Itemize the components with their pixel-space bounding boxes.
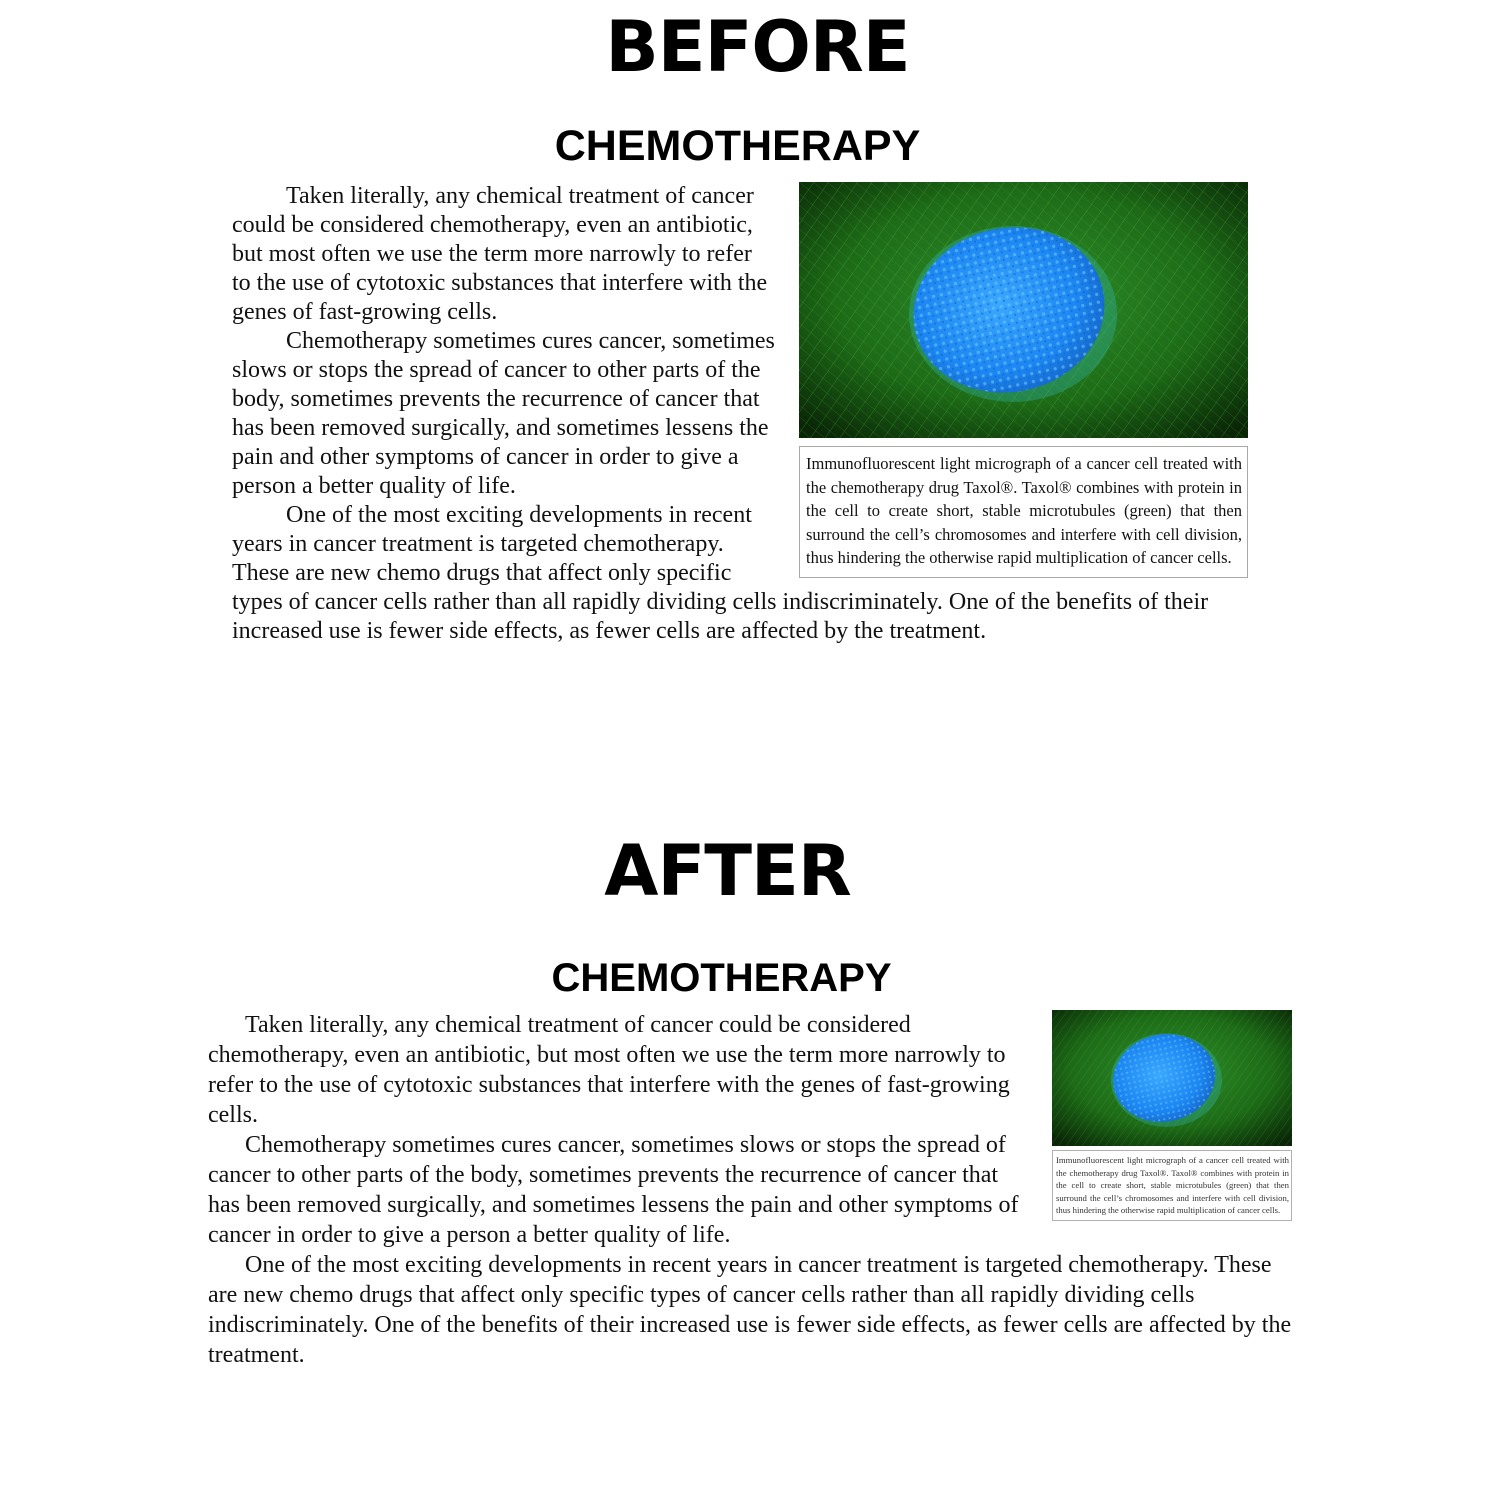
after-banner: AFTER	[604, 830, 851, 912]
before-figure-caption: Immunofluorescent light micrograph of a cancer cell treated with the chemotherapy drug Taxol®. Taxol® combines with protein in the cell to create short, stable microtubules (green) that then surround the cell’s chromosomes and interfere with cell division, thus hindering the otherwise rapid multiplication of cancer cells.	[799, 446, 1248, 578]
before-paragraph-2: Chemotherapy sometimes cures cancer, sometimes slows or stops the spread of cancer to other parts of the body, sometimes prevents the recurrence of cancer that has been removed surgically, and sometimes lessens the pain and other symptoms of cancer in order to give a person a better quality of life.	[232, 328, 775, 499]
after-document-title: CHEMOTHERAPY	[551, 956, 892, 1000]
after-paragraph-1: Taken literally, any chemical treatment of cancer could be considered chemotherapy, even an antibiotic, but most often we use the term more narrowly to refer to the use of cytotoxic substances that interfere with the genes of fast-growing cells.	[208, 1012, 1010, 1128]
after-figure[interactable]	[1052, 1010, 1292, 1221]
before-paragraph-3: One of the most exciting developments in recent years in cancer treatment is targeted chemotherapy. These are new chemo drugs that affect only specific types of cancer cells rather than all rapidly dividing cells indiscriminately. One of the benefits of their increased use is fewer side effects, as fewer cells are affected by the treatment.	[232, 502, 1209, 644]
after-paragraph-3: One of the most exciting developments in recent years in cancer treatment is targeted chemotherapy. These are new chemo drugs that affect only specific types of cancer cells rather than all rapidly dividing cells indiscriminately. One of the benefits of their increased use is fewer side effects, as fewer cells are affected by the treatment.	[208, 1252, 1292, 1368]
before-document-title: CHEMOTHERAPY	[554, 122, 921, 170]
before-document-body[interactable]	[232, 182, 1248, 646]
before-paragraph-1: Taken literally, any chemical treatment of cancer could be considered chemotherapy, even an antibiotic, but most often we use the term more narrowly to refer to the use of cytotoxic substances that interfere with the genes of fast-growing cells.	[232, 183, 768, 325]
before-figure[interactable]	[799, 182, 1248, 578]
after-figure-caption: Immunofluorescent light micrograph of a cancer cell treated with the chemotherapy drug Taxol®. Taxol® combines with protein in the cell to create short, stable microtubules (green) that then surround the cell’s chromosomes and interfere with cell division, thus hindering the otherwise rapid multiplication of cancer cells.	[1052, 1150, 1292, 1221]
before-banner: BEFORE	[605, 6, 910, 88]
after-document-body[interactable]	[208, 1010, 1292, 1370]
cancer-cell-micrograph[interactable]	[799, 182, 1248, 438]
cancer-cell-micrograph-small[interactable]	[1052, 1010, 1292, 1146]
after-paragraph-2: Chemotherapy sometimes cures cancer, sometimes slows or stops the spread of cancer to other parts of the body, sometimes prevents the recurrence of cancer that has been removed surgically, and sometimes lessens the pain and other symptoms of cancer in order to give a person a better quality of life.	[208, 1132, 1019, 1248]
